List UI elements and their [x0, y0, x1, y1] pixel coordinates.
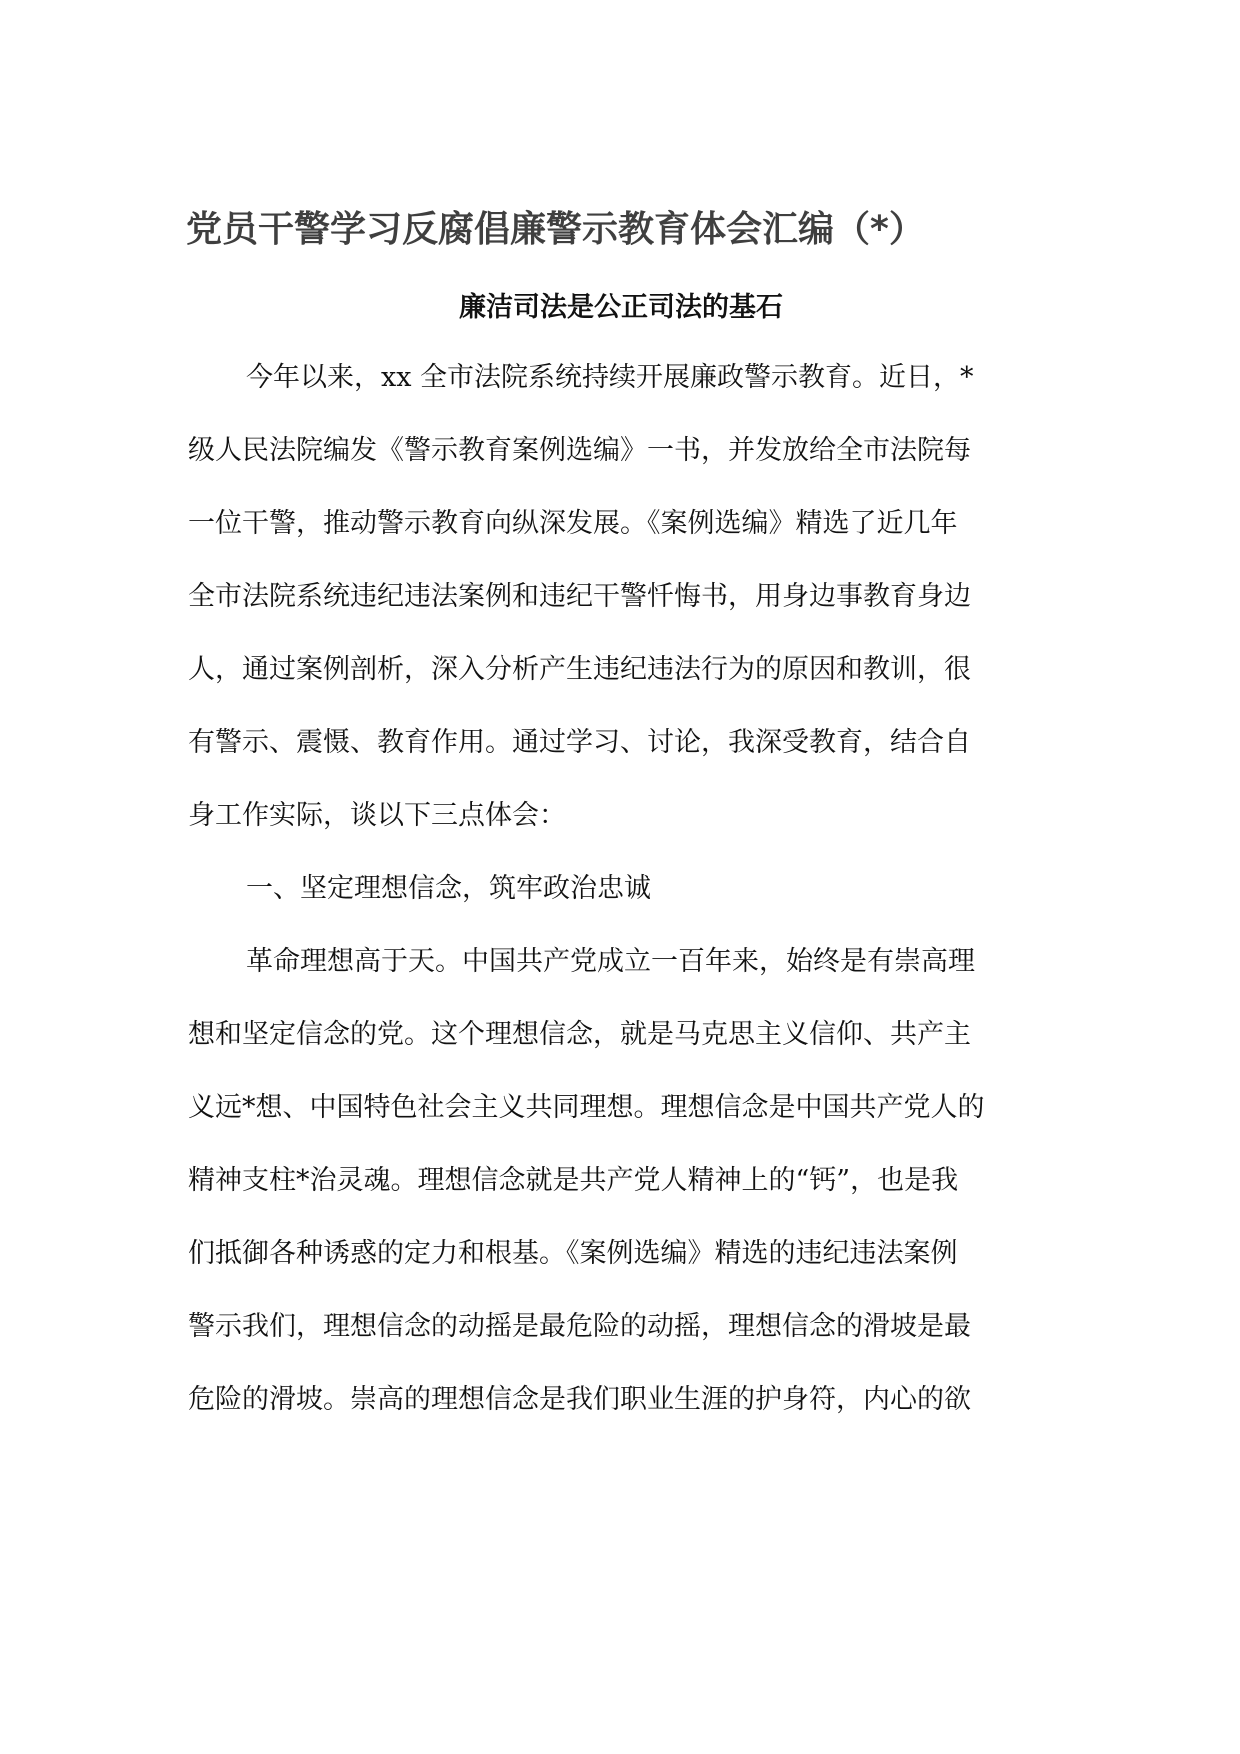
paragraph-line: 革命理想高于天。中国共产党成立一百年来，始终是有崇高理	[246, 946, 975, 977]
paragraph-line: 想和坚定信念的党。这个理想信念，就是马克思主义信仰、共产主	[188, 1019, 971, 1050]
paragraph-line: 义远*想、中国特色社会主义共同理想。理想信念是中国共产党人的	[188, 1092, 985, 1123]
paragraph-line: 有警示、震慑、教育作用。通过学习、讨论，我深受教育，结合自	[188, 727, 971, 758]
paragraph-line: 警示我们，理想信念的动摇是最危险的动摇，理想信念的滑坡是最	[188, 1311, 971, 1342]
paragraph-line: 今年以来，xx 全市法院系统持续开展廉政警示教育。近日，*	[246, 362, 974, 393]
paragraph-line: 一位干警，推动警示教育向纵深发展。《案例选编》精选了近几年	[188, 508, 958, 539]
article-subtitle: 廉洁司法是公正司法的基石	[459, 292, 783, 323]
paragraph-line: 全市法院系统违纪违法案例和违纪干警忏悔书，用身边事教育身边	[188, 581, 971, 612]
paragraph-line: 人，通过案例剖析，深入分析产生违纪违法行为的原因和教训，很	[188, 654, 971, 685]
document-title: 党员干警学习反腐倡廉警示教育体会汇编（*）	[186, 209, 925, 250]
article-body	[188, 358, 1058, 1453]
paragraph-line: 危险的滑坡。崇高的理想信念是我们职业生涯的护身符，内心的欲	[188, 1384, 971, 1415]
paragraph-line: 们抵御各种诱惑的定力和根基。《案例选编》精选的违纪违法案例	[188, 1238, 958, 1269]
section-heading: 一、坚定理想信念，筑牢政治忠诚	[246, 873, 651, 904]
paragraph-line: 精神支柱*治灵魂。理想信念就是共产党人精神上的“钙”，也是我	[188, 1165, 959, 1196]
paragraph-line: 级人民法院编发《警示教育案例选编》一书，并发放给全市法院每	[188, 435, 971, 466]
paragraph-line: 身工作实际，谈以下三点体会：	[188, 800, 566, 831]
